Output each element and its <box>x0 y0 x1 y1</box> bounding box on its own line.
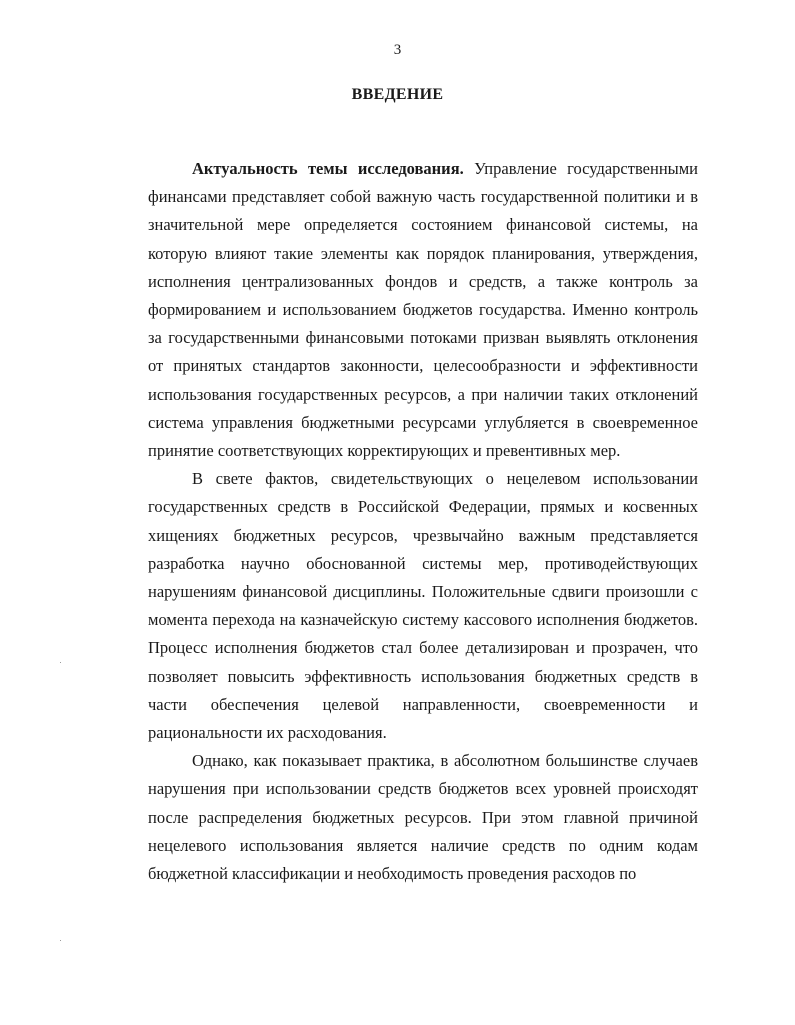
paragraph-relevance <box>148 155 698 465</box>
scan-speck <box>60 940 61 941</box>
paragraph-facts: В свете фактов, свидетельствующих о нецелевом использовании государственных средств в Российской Федерации, прямых и косвенных хищениях бюджетных ресурсов, чрезвычайно важным представляется разработка научно обоснованной системы мер, противодействующих нарушениям финансовой дисциплины. Положительные сдвиги произошли с момента перехода на казначейскую систему кассового исполнения бюджетов. Процесс исполнения бюджетов стал более детализирован и прозрачен, что позволяет повысить эффективность использования бюджетных средств в части обеспечения целевой направленности, своевременности и рациональности их расходования. <box>148 469 698 743</box>
page-title: ВВЕДЕНИЕ <box>351 86 444 103</box>
paragraph-practice: Однако, как показывает практика, в абсолютном большинстве случаев нарушения при использовании средств бюджетов всех уровней происходят после распределения бюджетных ресурсов. При этом главной причиной нецелевого использования является наличие средств по одним кодам бюджетной классификации и необходимость проведения расходов по <box>148 751 698 884</box>
page-number: 3 <box>393 42 402 58</box>
document-body <box>148 155 698 888</box>
paragraph-lead: Актуальность темы исследования. <box>192 159 464 178</box>
scan-speck <box>60 662 61 663</box>
paragraph-text: Управление государственными финансами представляет собой важную часть государственной политики и в значительной мере определяется состоянием финансовой системы, на которую влияют такие элементы как порядок планирования, утверждения, исполнения централизованных фондов и средств, а также контроль за формированием и использованием бюджетов государства. Именно контроль за государственными финансовыми потоками призван выявлять отклонения от принятых стандартов законности, целесообразности и эффективности использования государственных ресурсов, а при наличии таких отклонений система управления бюджетными ресурсами углубляется в своевременное принятие соответствующих корректирующих и превентивных мер. <box>148 159 699 461</box>
